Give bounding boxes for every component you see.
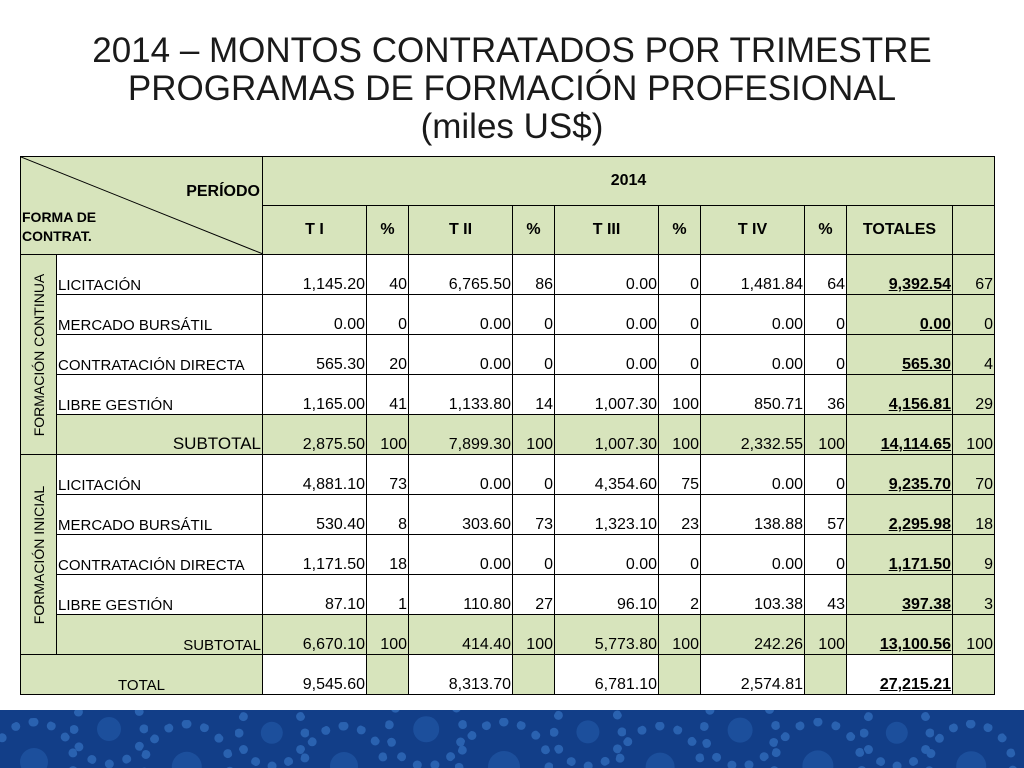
column-header: % bbox=[659, 206, 701, 255]
amount-cell: 565.30 bbox=[263, 335, 367, 375]
gear-icon bbox=[860, 710, 934, 768]
row-label: LICITACIÓN bbox=[57, 255, 263, 295]
gear-icon bbox=[455, 718, 553, 768]
row-label: MERCADO BURSÁTIL bbox=[57, 295, 263, 335]
amount-cell: 0.00 bbox=[555, 335, 659, 375]
percent-cell: 73 bbox=[513, 495, 555, 535]
amount-cell: 1,145.20 bbox=[263, 255, 367, 295]
amount-cell: 303.60 bbox=[409, 495, 513, 535]
title-line-3: (miles US$) bbox=[420, 107, 604, 146]
amount-cell: 9,392.54 bbox=[847, 255, 953, 295]
percent-cell: 100 bbox=[659, 415, 701, 455]
percent-cell: 0 bbox=[513, 455, 555, 495]
amount-cell: 2,875.50 bbox=[263, 415, 367, 455]
percent-cell: 86 bbox=[513, 255, 555, 295]
percent-cell bbox=[953, 655, 995, 695]
table-row bbox=[21, 535, 995, 575]
amount-cell: 2,295.98 bbox=[847, 495, 953, 535]
percent-cell: 100 bbox=[513, 415, 555, 455]
percent-cell: 0 bbox=[659, 535, 701, 575]
percent-cell: 0 bbox=[953, 295, 995, 335]
percent-cell bbox=[805, 655, 847, 695]
percent-cell: 2 bbox=[659, 575, 701, 615]
percent-cell: 100 bbox=[659, 615, 701, 655]
table-row bbox=[21, 255, 995, 295]
percent-cell: 41 bbox=[367, 375, 409, 415]
gear-icon bbox=[70, 710, 148, 768]
group-label: FORMACIÓN CONTINUA bbox=[21, 255, 57, 455]
amount-cell: 27,215.21 bbox=[847, 655, 953, 695]
amount-cell: 4,881.10 bbox=[263, 455, 367, 495]
amount-cell: 1,133.80 bbox=[409, 375, 513, 415]
table-row bbox=[21, 495, 995, 535]
row-label: LIBRE GESTIÓN bbox=[57, 575, 263, 615]
percent-cell: 18 bbox=[367, 535, 409, 575]
amount-cell: 9,545.60 bbox=[263, 655, 367, 695]
percent-cell: 20 bbox=[367, 335, 409, 375]
percent-cell: 1 bbox=[367, 575, 409, 615]
percent-cell: 0 bbox=[805, 455, 847, 495]
amount-cell: 397.38 bbox=[847, 575, 953, 615]
table-row bbox=[21, 295, 995, 335]
amount-cell: 9,235.70 bbox=[847, 455, 953, 495]
percent-cell: 75 bbox=[659, 455, 701, 495]
amount-cell: 0.00 bbox=[555, 295, 659, 335]
amount-cell: 2,574.81 bbox=[701, 655, 805, 695]
row-label: CONTRATACIÓN DIRECTA bbox=[57, 535, 263, 575]
percent-cell: 43 bbox=[805, 575, 847, 615]
percent-cell: 0 bbox=[805, 335, 847, 375]
amount-cell: 4,354.60 bbox=[555, 455, 659, 495]
amount-cell: 103.38 bbox=[701, 575, 805, 615]
amount-cell: 1,007.30 bbox=[555, 375, 659, 415]
subtotal-row bbox=[21, 615, 995, 655]
percent-cell: 100 bbox=[367, 615, 409, 655]
header-corner bbox=[21, 157, 263, 255]
table-row bbox=[21, 575, 995, 615]
table-row bbox=[21, 335, 995, 375]
amount-cell: 565.30 bbox=[847, 335, 953, 375]
percent-cell: 70 bbox=[953, 455, 995, 495]
amount-cell: 14,114.65 bbox=[847, 415, 953, 455]
percent-cell: 9 bbox=[953, 535, 995, 575]
percent-cell: 0 bbox=[805, 535, 847, 575]
amount-cell: 96.10 bbox=[555, 575, 659, 615]
subtotal-label: SUBTOTAL bbox=[57, 615, 263, 655]
percent-cell: 0 bbox=[659, 255, 701, 295]
amount-cell: 1,007.30 bbox=[555, 415, 659, 455]
percent-cell: 0 bbox=[513, 535, 555, 575]
percent-cell: 0 bbox=[659, 295, 701, 335]
percent-cell: 100 bbox=[659, 375, 701, 415]
percent-cell: 0 bbox=[805, 295, 847, 335]
gear-icon bbox=[0, 718, 78, 768]
row-label: LICITACIÓN bbox=[57, 455, 263, 495]
corner-forma: FORMA DE CONTRAT. bbox=[22, 209, 97, 244]
percent-cell: 100 bbox=[367, 415, 409, 455]
amount-cell: 0.00 bbox=[701, 335, 805, 375]
percent-cell bbox=[659, 655, 701, 695]
percent-cell: 0 bbox=[367, 295, 409, 335]
amount-cell: 0.00 bbox=[555, 255, 659, 295]
percent-cell: 3 bbox=[953, 575, 995, 615]
percent-cell: 14 bbox=[513, 375, 555, 415]
amount-cell: 0.00 bbox=[701, 535, 805, 575]
amount-cell: 1,481.84 bbox=[701, 255, 805, 295]
percent-cell: 4 bbox=[953, 335, 995, 375]
percent-cell: 73 bbox=[367, 455, 409, 495]
amount-cell: 0.00 bbox=[409, 295, 513, 335]
title-line-1: 2014 – MONTOS CONTRATADOS POR TRIMESTRE bbox=[92, 31, 932, 70]
amount-cell: 6,781.10 bbox=[555, 655, 659, 695]
percent-cell: 8 bbox=[367, 495, 409, 535]
column-header: T II bbox=[409, 206, 513, 255]
amount-cell: 0.00 bbox=[409, 335, 513, 375]
table-row bbox=[21, 375, 995, 415]
amount-cell: 7,899.30 bbox=[409, 415, 513, 455]
amount-cell: 0.00 bbox=[409, 535, 513, 575]
row-label: CONTRATACIÓN DIRECTA bbox=[57, 335, 263, 375]
subtotal-label: SUBTOTAL bbox=[57, 415, 263, 455]
amount-cell: 6,765.50 bbox=[409, 255, 513, 295]
percent-cell: 57 bbox=[805, 495, 847, 535]
percent-cell: 100 bbox=[805, 415, 847, 455]
amount-cell: 110.80 bbox=[409, 575, 513, 615]
group-label: FORMACIÓN INICIAL bbox=[21, 455, 57, 655]
amount-cell: 0.00 bbox=[263, 295, 367, 335]
column-header: % bbox=[805, 206, 847, 255]
amount-cell: 1,171.50 bbox=[263, 535, 367, 575]
amount-cell: 1,171.50 bbox=[847, 535, 953, 575]
percent-cell bbox=[367, 655, 409, 695]
gear-icon bbox=[925, 720, 1017, 768]
row-label: MERCADO BURSÁTIL bbox=[57, 495, 263, 535]
amount-cell: 4,156.81 bbox=[847, 375, 953, 415]
percent-cell: 67 bbox=[953, 255, 995, 295]
column-header: TOTALES bbox=[847, 206, 953, 255]
amount-cell: 0.00 bbox=[555, 535, 659, 575]
amount-cell: 0.00 bbox=[409, 455, 513, 495]
gear-icon bbox=[700, 710, 780, 768]
amount-cell: 138.88 bbox=[701, 495, 805, 535]
amount-cell: 242.26 bbox=[701, 615, 805, 655]
amount-cell: 850.71 bbox=[701, 375, 805, 415]
percent-cell: 23 bbox=[659, 495, 701, 535]
total-row bbox=[21, 655, 995, 695]
percent-cell: 100 bbox=[953, 615, 995, 655]
slide-title bbox=[0, 32, 1024, 146]
gear-icon bbox=[615, 722, 705, 768]
table-body bbox=[21, 255, 995, 695]
gear-icon bbox=[770, 718, 866, 768]
total-label: TOTAL bbox=[21, 655, 263, 695]
contracts-table bbox=[20, 156, 995, 695]
column-header: T III bbox=[555, 206, 659, 255]
column-header bbox=[953, 206, 995, 255]
column-header: % bbox=[367, 206, 409, 255]
column-header: T I bbox=[263, 206, 367, 255]
percent-cell: 64 bbox=[805, 255, 847, 295]
percent-cell: 40 bbox=[367, 255, 409, 295]
amount-cell: 0.00 bbox=[847, 295, 953, 335]
column-header: % bbox=[513, 206, 555, 255]
percent-cell bbox=[513, 655, 555, 695]
percent-cell: 29 bbox=[953, 375, 995, 415]
amount-cell: 1,323.10 bbox=[555, 495, 659, 535]
amount-cell: 2,332.55 bbox=[701, 415, 805, 455]
gear-icon bbox=[235, 710, 309, 768]
percent-cell: 27 bbox=[513, 575, 555, 615]
gear-icon bbox=[300, 722, 388, 768]
footer-gear-band bbox=[0, 710, 1024, 768]
gear-icon bbox=[140, 720, 234, 768]
amount-cell: 1,165.00 bbox=[263, 375, 367, 415]
title-line-2: PROGRAMAS DE FORMACIÓN PROFESIONAL bbox=[127, 69, 897, 108]
row-label: LIBRE GESTIÓN bbox=[57, 375, 263, 415]
percent-cell: 18 bbox=[953, 495, 995, 535]
percent-cell: 100 bbox=[953, 415, 995, 455]
year-header: 2014 bbox=[263, 157, 995, 206]
column-header: T IV bbox=[701, 206, 805, 255]
percent-cell: 100 bbox=[805, 615, 847, 655]
percent-cell: 36 bbox=[805, 375, 847, 415]
corner-periodo: PERÍODO bbox=[186, 183, 260, 200]
amount-cell: 530.40 bbox=[263, 495, 367, 535]
percent-cell: 0 bbox=[513, 295, 555, 335]
amount-cell: 13,100.56 bbox=[847, 615, 953, 655]
amount-cell: 5,773.80 bbox=[555, 615, 659, 655]
amount-cell: 87.10 bbox=[263, 575, 367, 615]
table-row bbox=[21, 455, 995, 495]
amount-cell: 414.40 bbox=[409, 615, 513, 655]
subtotal-row bbox=[21, 415, 995, 455]
amount-cell: 0.00 bbox=[701, 455, 805, 495]
percent-cell: 0 bbox=[513, 335, 555, 375]
percent-cell: 100 bbox=[513, 615, 555, 655]
amount-cell: 6,670.10 bbox=[263, 615, 367, 655]
amount-cell: 0.00 bbox=[701, 295, 805, 335]
percent-cell: 0 bbox=[659, 335, 701, 375]
amount-cell: 8,313.70 bbox=[409, 655, 513, 695]
